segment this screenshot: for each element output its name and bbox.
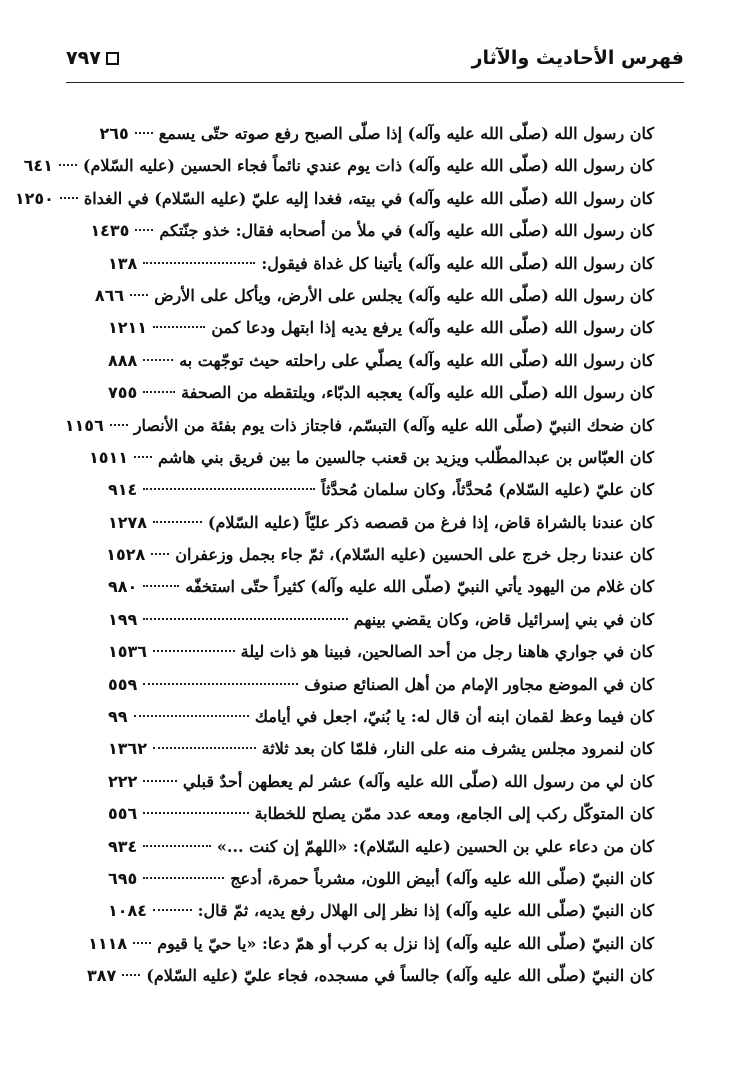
index-entry: [108, 733, 654, 765]
entry-text: كان رسول الله (صلّى الله عليه وآله) يرفع يديه إذا ابتهل ودعا كمن: [211, 318, 654, 338]
entry-text: كان من دعاء علي بن الحسين (عليه السّلام): «اللهمّ إن كنت ...»: [216, 836, 654, 856]
entry-page-number: ١١١٨: [88, 933, 128, 953]
entry-text: كان العبّاس بن عبدالمطّلب ويزيد بن قعنب جالسين ما بين فريق بني هاشم: [158, 447, 654, 467]
entry-text: كان ضحك النبيّ (صلّى الله عليه وآله) التبسّم، فاجتاز ذات يوم بفئة من الأنصار: [133, 415, 654, 435]
dot-leader: [143, 261, 255, 264]
index-entry: [108, 895, 654, 927]
index-entry: [23, 150, 654, 182]
index-entry: [108, 474, 654, 506]
entry-text: كان لي من رسول الله (صلّى الله عليه وآله) عشر لم يعطهن أحدٌ قبلي: [182, 771, 654, 791]
entry-page-number: ١٤٣٥: [90, 221, 130, 241]
index-entry: [108, 248, 654, 280]
index-entry: [108, 831, 654, 863]
dot-leader: [143, 617, 347, 620]
dot-leader: [143, 811, 248, 814]
entry-page-number: ٨٨٨: [108, 350, 138, 370]
index-entry: [108, 701, 654, 733]
entry-page-number: ٧٥٥: [108, 383, 138, 403]
dot-leader: [130, 293, 148, 296]
entry-text: كان في الموضع مجاور الإمام من أهل الصنائع صنوف: [304, 674, 654, 694]
running-title: فهرس الأحاديث والآثار: [471, 47, 684, 69]
index-entry: [99, 118, 654, 150]
index-entry: [108, 863, 654, 895]
entry-page-number: ٩٣٤: [108, 836, 138, 856]
entry-text: كان غلام من اليهود يأتي النبيّ (صلّى الله عليه وآله) كثيراً حتّى استخفّه: [185, 577, 654, 597]
entry-text: كان في جواري هاهنا رجل من أحد الصالحين، فبينا هو ذات ليلة: [240, 642, 654, 662]
entry-text: كان رسول الله (صلّى الله عليه وآله) يعجبه الدبّاء، ويلتقطه من الصحفة: [181, 383, 654, 403]
index-entry: [108, 539, 654, 571]
index-entry: [14, 183, 654, 215]
entry-text: كان رسول الله (صلّى الله عليه وآله) ذات يوم عندي نائماً فجاء الحسين (عليه السّلام): [82, 156, 654, 176]
entry-page-number: ٨٦٦: [94, 285, 125, 305]
index-entry: [94, 280, 654, 312]
entry-text: كان النبيّ (صلّى الله عليه وآله) إذا نظر إلى الهلال رفع يديه، ثمّ قال:: [197, 901, 654, 921]
entry-text: كان النبيّ (صلّى الله عليه وآله) جالساً في مسجده، فجاء عليّ (عليه السّلام): [146, 966, 654, 986]
dot-leader: [143, 487, 315, 490]
dot-leader: [151, 552, 169, 555]
entry-page-number: ١١٥٦: [64, 415, 104, 435]
entry-page-number: ١٢٥٠: [14, 188, 54, 208]
entry-text: كان النبيّ (صلّى الله عليه وآله) إذا نزل به كرب أو همّ دعا: «يا حيّ يا قيوم: [157, 933, 654, 953]
entry-page-number: ١٣٦٢: [108, 739, 148, 759]
entry-page-number: ٣٨٧: [86, 966, 117, 986]
index-entry: [108, 798, 654, 830]
entry-text: كان المتوكّل ركب إلى الجامع، ومعه عدد ممّن يصلح للخطابة: [254, 804, 654, 824]
dot-leader: [153, 325, 205, 328]
dot-leader: [110, 423, 128, 426]
dot-leader: [122, 973, 140, 976]
entry-page-number: ٩٨٠: [108, 577, 138, 597]
index-entries: [14, 118, 654, 993]
dot-leader: [153, 746, 256, 749]
entry-text: كان رسول الله (صلّى الله عليه وآله) في بيته، فغدا إليه عليّ (عليه السّلام) في الغداة: [83, 188, 654, 208]
entry-page-number: ٢٦٥: [99, 124, 129, 143]
entry-page-number: ١٥٣٦: [108, 642, 148, 662]
dot-leader: [153, 649, 235, 652]
index-entry: [108, 377, 654, 409]
dot-leader: [59, 163, 77, 166]
entry-text: كان رسول الله (صلّى الله عليه وآله) يجلس على الأرض، ويأكل على الأرض: [154, 285, 654, 305]
dot-leader: [143, 779, 177, 782]
index-entry: [64, 410, 654, 442]
entry-text: كان رسول الله (صلّى الله عليه وآله) في ملأ من أصحابه فقال: خذو جنّتكم: [159, 221, 654, 241]
index-entry: [90, 215, 654, 247]
entry-text: كان رسول الله (صلّى الله عليه وآله) يصلّي على راحلته حيث توجّهت به: [179, 350, 654, 370]
index-entry: [88, 928, 654, 960]
index-entry: [108, 636, 654, 668]
entry-page-number: ١٢١١: [108, 318, 148, 338]
entry-page-number: ١٥١١: [88, 447, 129, 467]
index-entry: [88, 442, 654, 474]
entry-page-number: ٩٩: [108, 707, 128, 727]
entry-page-number: ٢٢٢: [108, 771, 138, 791]
entry-page-number: ٥٥٦: [108, 804, 138, 824]
entry-page-number: ١٩٩: [108, 609, 138, 629]
index-entry: [108, 766, 654, 798]
dot-leader: [153, 908, 192, 911]
index-entry: [108, 669, 654, 701]
dot-leader: [143, 390, 175, 393]
entry-text: كان فيما وعظ لقمان ابنه أن قال له: يا بُنيّ، اجعل في أيامك: [254, 707, 654, 727]
index-entry: [108, 312, 654, 344]
entry-text: كان رسول الله (صلّى الله عليه وآله) إذا صلّى الصبح رفع صوته حتّى يسمع: [158, 124, 654, 143]
dot-leader: [143, 844, 211, 847]
dot-leader: [60, 196, 78, 199]
entry-page-number: ١٠٨٤: [108, 901, 148, 921]
dot-leader: [133, 941, 151, 944]
entry-text: كان عليّ (عليه السّلام) مُحدَّثاً، وكان سلمان مُحدَّثاً: [321, 480, 654, 500]
index-entry: [108, 604, 654, 636]
dot-leader: [153, 520, 202, 523]
entry-page-number: ٦٩٥: [108, 868, 138, 888]
entry-text: كان النبيّ (صلّى الله عليه وآله) أبيض اللون، مشرباً حمرة، أدعج: [230, 868, 654, 888]
entry-page-number: ٩١٤: [108, 480, 138, 500]
entry-page-number: ١٥٢٨: [106, 545, 146, 565]
entry-page-number: ١٣٨: [108, 253, 138, 273]
dot-leader: [134, 455, 152, 458]
index-entry: [86, 960, 654, 992]
entry-text: كان عندنا بالشراة قاض، إذا فرغ من قصصه ذكر عليّاً (عليه السّلام): [207, 512, 654, 532]
entry-page-number: ٦٤١: [23, 156, 53, 176]
dot-leader: [135, 228, 153, 231]
entry-text: كان في بني إسرائيل قاض، وكان يقضي بينهم: [353, 609, 654, 629]
entry-text: كان لنمرود مجلس يشرف منه على النار، فلمّا كان بعد ثلاثة: [261, 739, 654, 759]
dot-leader: [143, 358, 173, 361]
square-icon: [106, 52, 119, 65]
page-number-block: [66, 47, 119, 69]
dot-leader: [134, 714, 249, 717]
dot-leader: [135, 131, 153, 134]
dot-leader: [143, 682, 298, 685]
entry-text: كان عندنا رجل خرج على الحسين (عليه السّلام)، ثمّ جاء بجمل وزعفران: [175, 545, 654, 565]
index-entry: [108, 507, 654, 539]
index-entry: [108, 571, 654, 603]
dot-leader: [143, 584, 179, 587]
entry-page-number: ١٢٧٨: [108, 512, 148, 532]
dot-leader: [143, 876, 224, 879]
entry-page-number: ٥٥٩: [108, 674, 138, 694]
page-number: ٧٩٧: [66, 47, 101, 69]
page-header: [66, 38, 684, 83]
index-entry: [108, 345, 654, 377]
entry-text: كان رسول الله (صلّى الله عليه وآله) يأتينا كل غداة فيقول:: [261, 253, 654, 273]
